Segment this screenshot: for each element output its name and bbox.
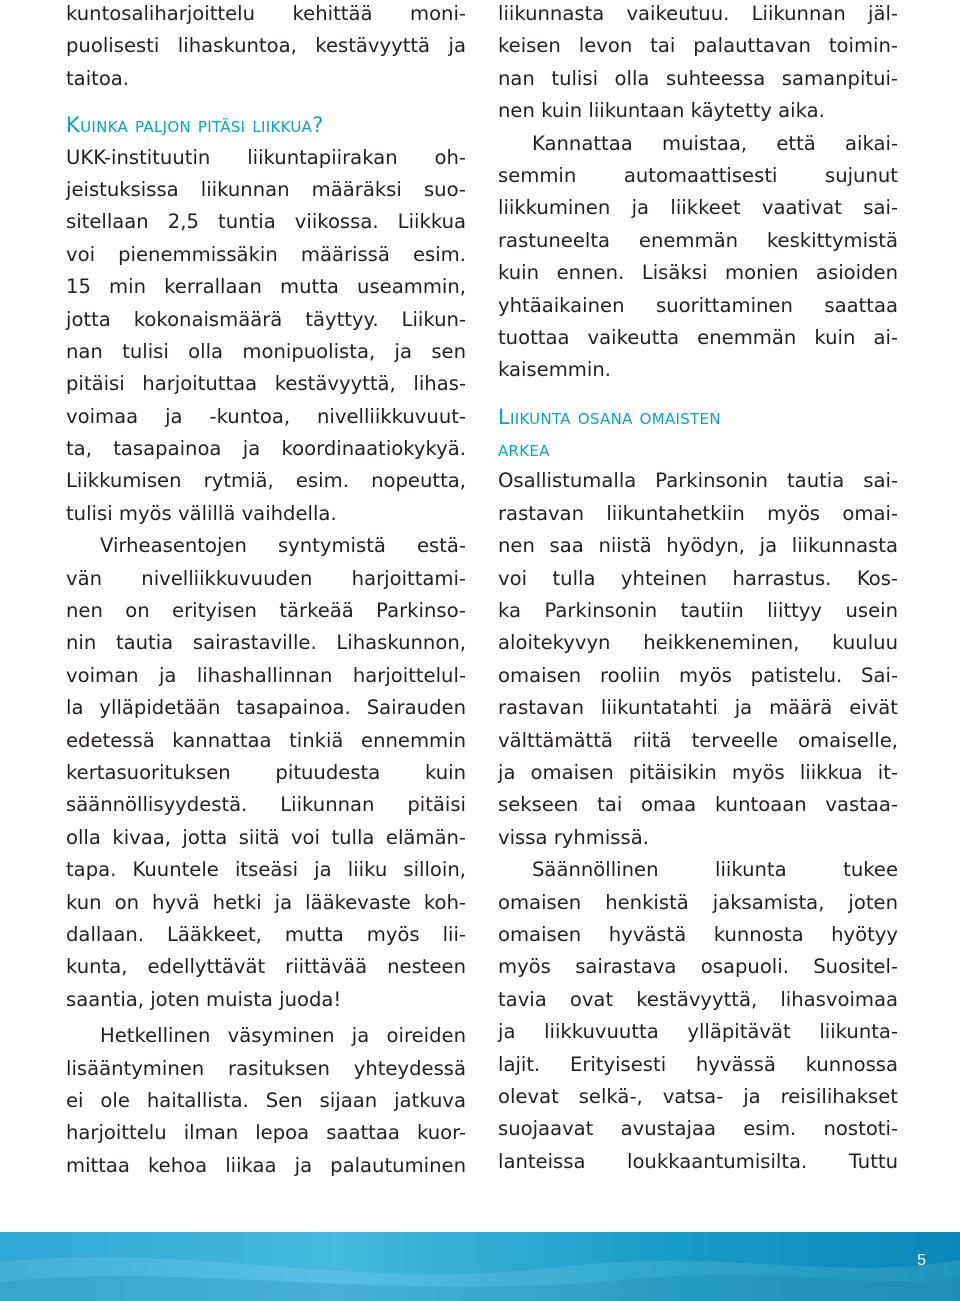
page-number: 5 xyxy=(917,1252,926,1269)
text-line: olla kivaa, jotta siitä voi tulla elämän- xyxy=(66,825,466,849)
footer-wave-decoration xyxy=(0,1232,960,1301)
text-line: mittaa kehoa liikaa ja palautuminen xyxy=(66,1153,466,1177)
text-line: la ylläpidetään tasapainoa. Sairauden xyxy=(66,696,466,720)
text-line: omaisen hyvästä kunnosta hyötyy xyxy=(498,922,898,946)
text-line: olevat selkä-, vatsa- ja reisilihakset xyxy=(498,1084,898,1108)
text-line: rastavan liikuntahetkiin myös omai- xyxy=(498,501,898,525)
text-line: nan tulisi olla monipuolista, ja sen xyxy=(66,339,466,363)
text-line: jotta kokonaismäärä täyttyy. Liikun- xyxy=(66,307,466,331)
section-heading-how-much: Kuinka paljon pitäsi liikkua? xyxy=(66,113,324,138)
text-line: vän nivelliikkuvuuden harjoittami- xyxy=(66,566,466,590)
text-line: Virheasentojen syntymistä estä- xyxy=(100,534,466,558)
text-line: ei ole haitallista. Sen sijaan jatkuva xyxy=(66,1088,466,1112)
text-line: ta, tasapainoa ja koordinaatiokykyä. xyxy=(66,437,466,461)
text-line: kuntosaliharjoittelu kehittää moni- xyxy=(66,2,466,25)
text-line: liikkuminen ja liikkeet vaativat sai- xyxy=(498,196,898,220)
text-line: kunta, edellyttävät riittävää nesteen xyxy=(66,955,466,979)
text-line: jeistuksissa liikunnan määräksi suo- xyxy=(66,177,466,201)
text-line: edetessä kannattaa tinkiä ennemmin xyxy=(66,728,466,752)
text-line: Liikkumisen rytmiä, esim. nopeutta, xyxy=(66,469,466,493)
text-line: ja omaisen pitäisikin myös liikkua it- xyxy=(498,760,898,784)
paragraph-recovery xyxy=(498,0,898,128)
text-line: nen on erityisen tärkeää Parkinso- xyxy=(66,599,466,623)
text-line: kertasuorituksen pituudesta kuin xyxy=(66,760,466,784)
text-line: voiman ja lihashallinnan harjoittelul- xyxy=(66,663,466,687)
text-line: taitoa. xyxy=(66,66,130,90)
text-line: harjoittelu ilman lepoa saattaa kuor- xyxy=(66,1121,466,1145)
text-line: nen saa niistä hyödyn, ja liikunnasta xyxy=(498,534,898,558)
text-line: pitäisi harjoituttaa kestävyyttä, lihas- xyxy=(66,372,466,396)
text-line: voi pienemmissäkin määrissä esim. xyxy=(66,242,466,266)
text-line: nan tulisi olla suhteessa samanpitui- xyxy=(498,66,898,90)
text-line: lisääntyminen rasituksen yhteydessä xyxy=(66,1056,466,1080)
text-line: kuin ennen. Lisäksi monien asioiden xyxy=(498,261,898,285)
text-line: vissa ryhmissä. xyxy=(498,825,649,849)
text-line: lajit. Erityisesti hyvässä kunnossa xyxy=(498,1052,898,1076)
footer-band xyxy=(0,1232,960,1301)
text-line: tapa. Kuuntele itseäsi ja liiku silloin, xyxy=(66,858,466,882)
text-line: suojaavat avustajaa esim. nostoti- xyxy=(498,1117,898,1141)
left-column xyxy=(66,0,466,1182)
text-line: keisen levon tai palauttavan toimin- xyxy=(498,34,898,58)
text-line: ka Parkinsonin tautiin liittyy usein xyxy=(498,599,898,623)
text-line: omaisen rooliin myös patistelu. Sai- xyxy=(498,663,898,687)
text-line: tavia ovat kestävyyttä, lihasvoimaa xyxy=(498,987,898,1011)
intro-paragraph xyxy=(66,0,466,95)
text-line: sitellaan 2,5 tuntia viikossa. Liikkua xyxy=(66,210,466,234)
text-line: myös sairastava osapuoli. Suositel- xyxy=(498,955,898,979)
text-line: kun on hyvä hetki ja lääkevaste koh- xyxy=(66,890,466,914)
heading-line: Liikunta osana omaisten xyxy=(498,404,721,429)
text-line: puolisesti lihaskuntoa, kestävyyttä ja xyxy=(66,34,466,58)
text-line: tulisi myös välillä vaihdella. xyxy=(66,501,337,525)
text-line: Hetkellinen väsyminen ja oireiden xyxy=(100,1024,466,1048)
paragraph-remember xyxy=(498,128,898,387)
text-line: nin tautia sairastaville. Lihaskunnon, xyxy=(66,631,466,655)
text-line: 15 min kerrallaan mutta useammin, xyxy=(66,275,466,299)
text-line: tuottaa vaikeutta enemmän kuin ai- xyxy=(498,325,898,349)
paragraph-participation xyxy=(498,465,898,854)
text-line: aloitekyvyn heikkeneminen, kuuluu xyxy=(498,631,898,655)
right-column xyxy=(498,0,898,1178)
text-line: lanteissa loukkaantumisilta. Tuttu xyxy=(498,1149,898,1173)
text-line: sekseen tai omaa kuntoaan vastaa- xyxy=(498,793,898,817)
text-line: liikunnasta vaikeutuu. Liikunnan jäl- xyxy=(498,2,898,25)
text-line: voi tulla yhteinen harrastus. Kos- xyxy=(498,566,898,590)
text-line: semmin automaattisesti sujunut xyxy=(498,163,898,187)
paragraph-ukk xyxy=(66,142,466,531)
text-line: dallaan. Lääkkeet, mutta myös lii- xyxy=(66,922,466,946)
heading-line: arkea xyxy=(498,437,550,462)
paragraph-fatigue xyxy=(66,1020,466,1182)
text-line: rastavan liikuntatahti ja määrä eivät xyxy=(498,696,898,720)
text-line: saantia, joten muista juoda! xyxy=(66,987,342,1011)
text-line: Kannattaa muistaa, että aikai- xyxy=(532,131,898,155)
text-line: Säännöllinen liikunta tukee xyxy=(532,858,898,882)
text-line: yhtäaikainen suorittaminen saattaa xyxy=(498,293,898,317)
paragraph-regular-exercise xyxy=(498,854,898,1178)
paragraph-posture xyxy=(66,530,466,1016)
text-line: kaisemmin. xyxy=(498,358,611,382)
text-line: säännöllisyydestä. Liikunnan pitäisi xyxy=(66,793,466,817)
text-line: ja liikkuvuutta ylläpitävät liikunta- xyxy=(498,1020,898,1044)
text-line: UKK-instituutin liikuntapiirakan oh- xyxy=(66,145,466,169)
text-line: voimaa ja -kuntoa, nivelliikkuvuut- xyxy=(66,404,466,428)
text-line: rastuneelta enemmän keskittymistä xyxy=(498,228,898,252)
text-line: välttämättä riitä terveelle omaiselle, xyxy=(498,728,898,752)
text-line: Osallistumalla Parkinsonin tautia sai- xyxy=(498,469,898,493)
text-line: nen kuin liikuntaan käytetty aika. xyxy=(498,99,825,123)
section-heading-relatives xyxy=(498,401,898,466)
text-line: omaisen henkistä jaksamista, joten xyxy=(498,890,898,914)
